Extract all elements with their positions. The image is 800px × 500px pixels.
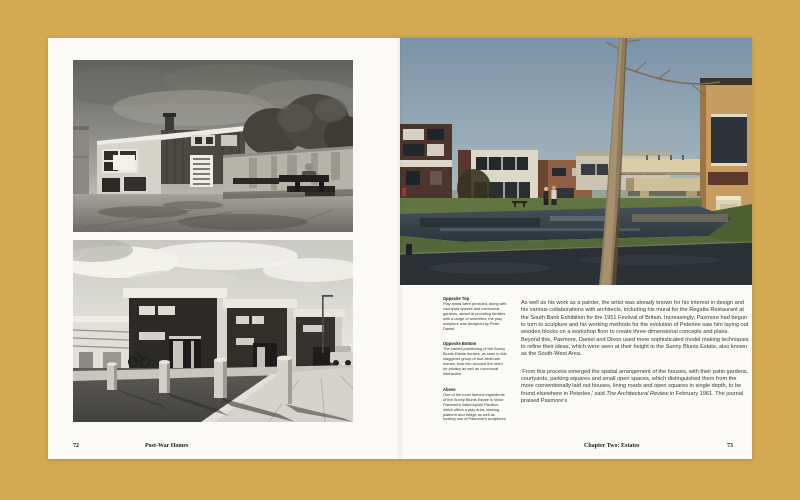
bw-staggered-houses-photo [73,240,353,422]
bw-house-courtyard-photo [73,60,353,232]
caption-heading: Opposite Top [443,296,470,301]
caption-heading: Opposite Bottom [443,341,477,347]
caption-column [443,296,507,432]
right-page-number: 73 [727,443,733,449]
caption-opposite-top [443,296,507,331]
body-paragraph-2-continuation: in February 1961. The journal praised Pasmore’s [521,390,744,405]
body-paragraph-2-text: ‘From this process emerged the spatial arrangement of the houses, with their patio gardens, courtyards, parking squares and small open spaces, which distinguished them from the more conventionally laid out houses, lining roads and open squares in single depth, to be found elsewhere in Peterlee,’ said [521,368,749,397]
caption-opposite-bottom [443,341,507,376]
body-paragraph-2 [521,369,749,406]
photo-apollo-pavilion [400,38,752,285]
caption-text: One of the most famous ingredients of the Sunny Blunts Estate is Victor Pasmore's listed Apollo Pavilion, which offers a play area, viewing platform and bridge as well as hosting one of Pasmore's sculptures. [443,391,507,422]
book-spread [48,38,752,459]
photo-opposite-bottom [73,240,353,422]
page-gutter [396,38,404,459]
right-footer-title: Chapter Two: Estates [584,443,640,449]
caption-heading: Above [443,386,456,392]
journal-title: The Architectural Review [606,390,669,397]
left-page-number: 72 [73,443,79,449]
caption-text: The careful positioning of the Sunny Blunts Estate houses, as seen in this staggered group of four-bedroom homes, took into account the need for privacy as well as communal interaction. [443,346,507,376]
caption-above [443,387,507,422]
body-paragraph-1: As well as his work as a painter, the artist was already known for his interest in design and his various collaborations with architects, including his mural for the Regatta Restaurant at the South Bank Exhibition for the 1951 Festival of Britain. Increasingly, Pasmore had begun to turn to sculpture and his working methods for the evolution of Peterlee saw him laying out wooden blocks on a workshop floor to create three-dimensional concepts and plans. Beyond this, Pasmore, Daniel and Dixon used more sophisticated model making techniques to refine their ideas, which were seen at their height in the Sunny Blunts Estate, also known as the South-West Area. [521,300,749,358]
colour-estate-photo [400,38,752,285]
caption-text: Play areas were provided, along with courtyard spaces and communal gardens, aimed at providing families with a range of amenities; the play sculpture was designed by Peter Daniel. [443,301,507,331]
left-footer-title: Post-War Homes [145,443,189,449]
body-text-column [521,300,749,415]
photo-opposite-top [73,60,353,232]
